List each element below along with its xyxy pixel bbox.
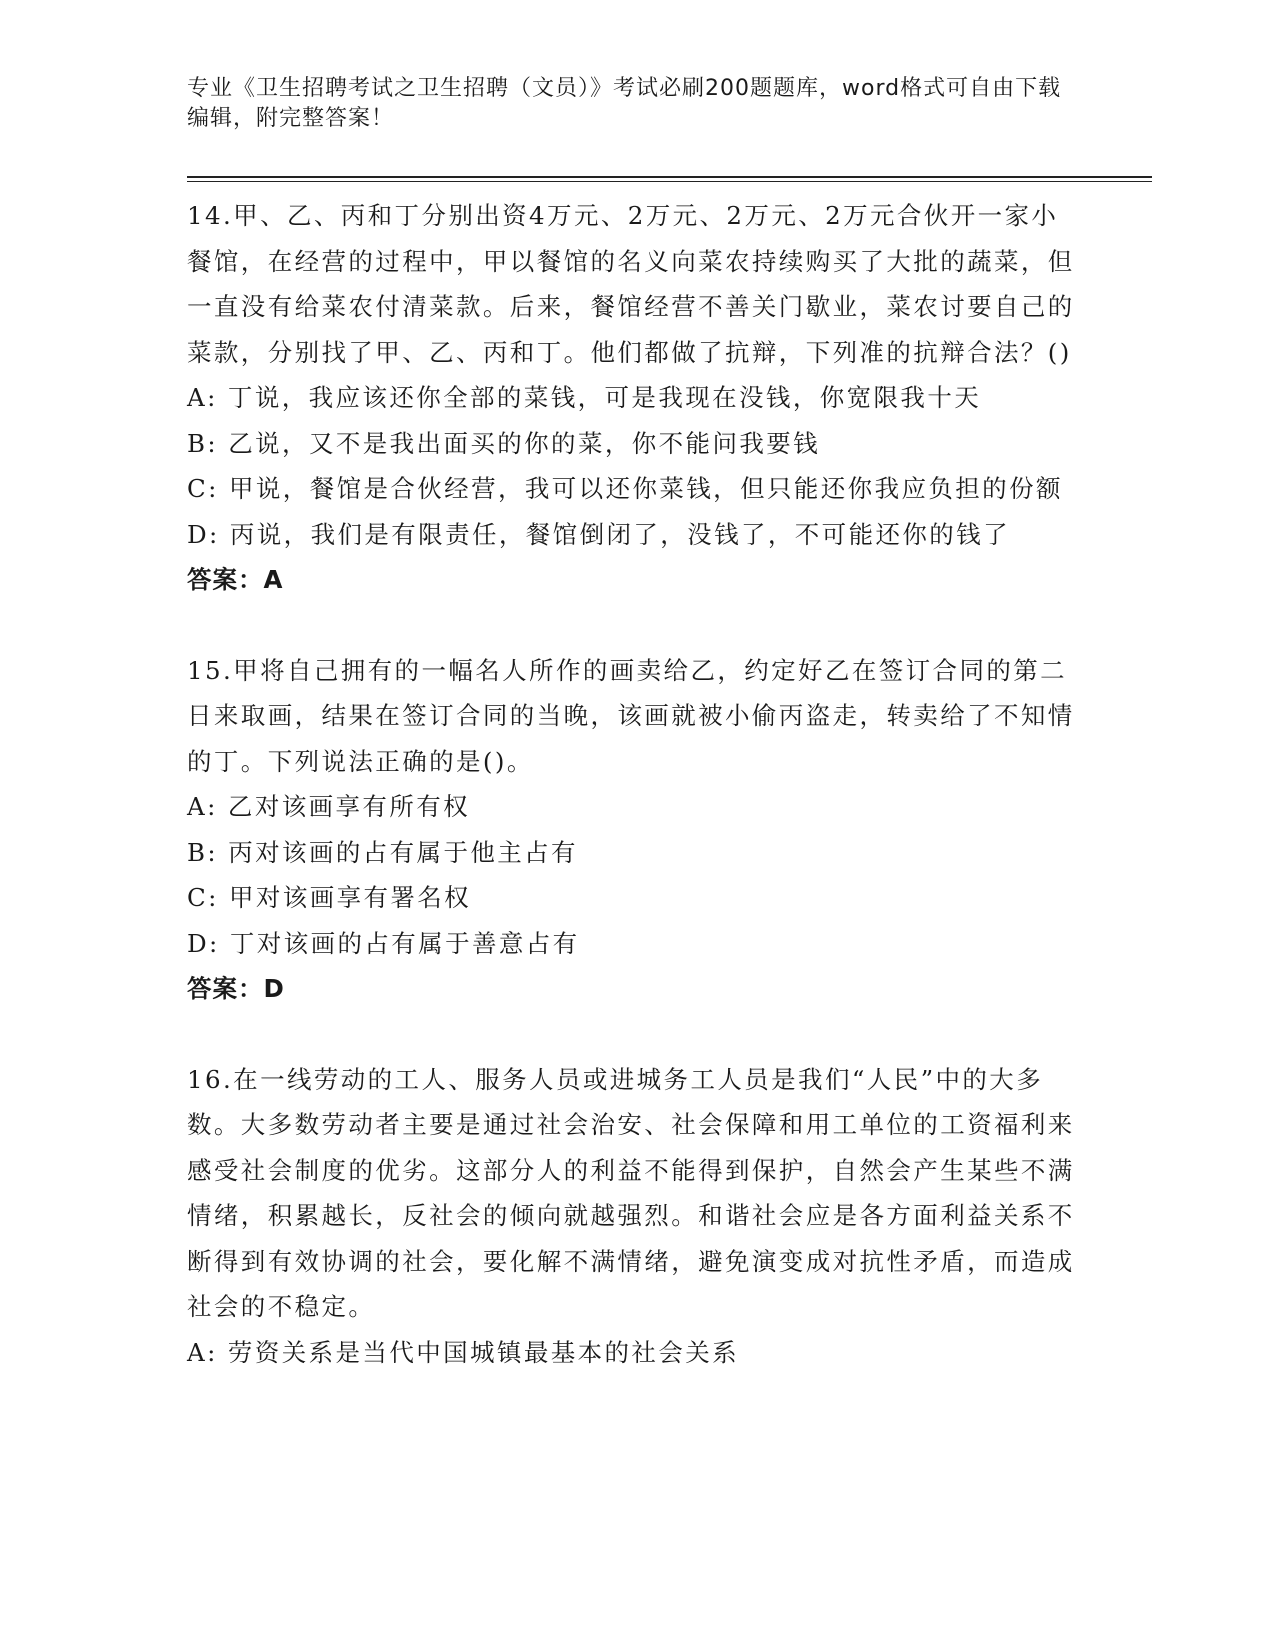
option-b: B: 乙说，又不是我出面买的你的菜，你不能问我要钱: [187, 428, 821, 458]
question-stem: 15.甲将自己拥有的一幅名人所作的画卖给乙，约定好乙在签订合同的第二日来取画，结果在签订合同的当晚，该画就被小偷丙盗走，转卖给了不知情的丁。下列说法正确的是()。: [187, 655, 1075, 776]
answer-line: 答案：D: [187, 974, 285, 1003]
question-stem: 14.甲、乙、丙和丁分别出资4万元、2万元、2万元、2万元合伙开一家小餐馆，在经营的过程中，甲以餐馆的名义向菜农持续购买了大批的蔬菜，但一直没有给菜农付清菜款。后来，餐馆经营不善关门歇业，菜农讨要自己的菜款，分别找了甲、乙、丙和丁。他们都做了抗辩，下列准的抗辩合法？(): [187, 201, 1075, 367]
question-stem: 16.在一线劳动的工人、服务人员或进城务工人员是我们“人民”中的大多数。大多数劳动者主要是通过社会治安、社会保障和用工单位的工资福利来感受社会制度的优劣。这部分人的利益不能得到保护，自然会产生某些不满情绪，积累越长，反社会的倾向就越强烈。和谐社会应是各方面利益关系不断得到有效协调的社会，要化解不满情绪，避免演变成对抗性矛盾，而造成社会的不稳定。: [187, 1064, 1075, 1321]
option-a: A: 丁说，我应该还你全部的菜钱，可是我现在没钱，你宽限我十天: [187, 383, 982, 412]
option-c: C: 甲对该画享有署名权: [187, 883, 472, 912]
question-14: [187, 193, 1077, 603]
document-header: 专业《卫生招聘考试之卫生招聘（文员）》考试必刷200题题库，word格式可自由下载编辑，附完整答案！: [187, 76, 1062, 131]
option-d: D: 丙说，我们是有限责任，餐馆倒闭了，没钱了，不可能还你的钱了: [187, 519, 1010, 549]
answer-line: 答案：A: [187, 565, 284, 594]
option-a: A: 劳资关系是当代中国城镇最基本的社会关系: [187, 1337, 740, 1367]
question-list: [187, 193, 1077, 1375]
question-16: [187, 1057, 1077, 1376]
question-15: [187, 648, 1077, 1012]
option-a: A: 乙对该画享有所有权: [187, 792, 471, 821]
option-d: D: 丁对该画的占有属于善意占有: [187, 928, 580, 958]
header-divider-thin: [187, 181, 1152, 182]
option-c: C: 甲说，餐馆是合伙经营，我可以还你菜钱，但只能还你我应负担的份额: [187, 474, 1063, 503]
header-divider-thick: [187, 176, 1152, 178]
option-b: B: 丙对该画的占有属于他主占有: [187, 837, 578, 867]
